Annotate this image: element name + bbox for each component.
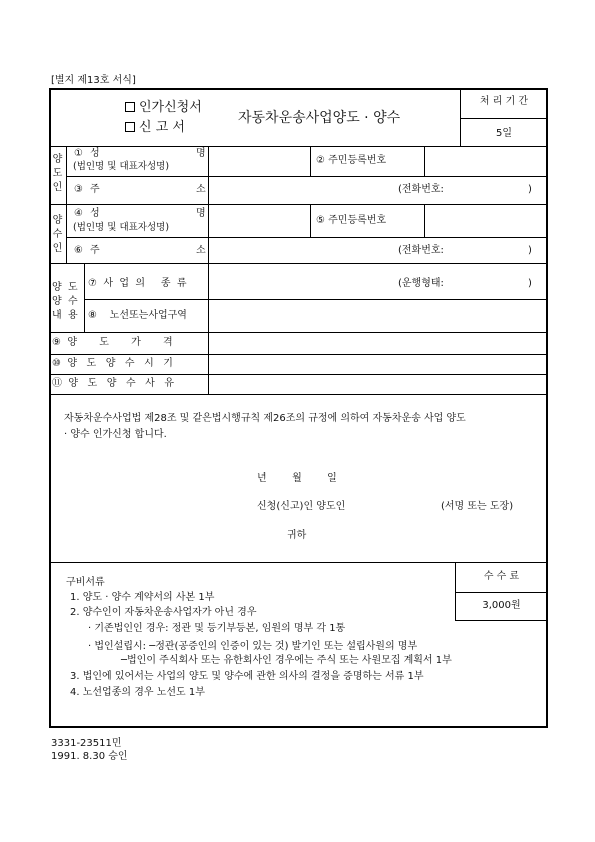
operation-form-close: ) — [528, 278, 532, 289]
transferee-addr-label-a: 주 — [90, 245, 100, 256]
required-doc-item: 2. 양수인이 자동차운송사업자가 아닌 경우 — [70, 607, 257, 618]
transferor-name-field[interactable] — [209, 147, 309, 175]
processing-period-label: 처 리 기 간 — [479, 96, 529, 107]
transferee-name-field[interactable] — [209, 205, 309, 236]
transferee-name-sub: (법인명 및 대표자성명) — [73, 222, 170, 233]
required-docs-heading: 구비서류 — [66, 577, 105, 588]
transferee-group-label: 양 수 인 — [52, 215, 63, 254]
applicant-label: 신청(신고)인 양도인 — [257, 501, 346, 512]
transferor-group-label: 양 도 인 — [52, 154, 63, 193]
transferor-address-field[interactable] — [209, 177, 547, 203]
transferee-address-field[interactable] — [209, 238, 547, 262]
transferor-id-field[interactable] — [425, 147, 547, 175]
application-date: 년 월 일 — [257, 473, 337, 484]
transferor-name-sub: (법인명 및 대표자성명) — [73, 161, 170, 172]
transferor-addr-label-a: 주 — [90, 184, 100, 195]
processing-period-value: 5일 — [495, 128, 513, 139]
transfer-reason-label: ⑪ 양 도 양 수 사 유 — [52, 378, 174, 389]
form-label: [별지 제13호 서식] — [51, 75, 136, 86]
transferee-phone-label: (전화번호: — [398, 245, 444, 256]
statement-line1: 자동차운수사업법 제28조 및 같은법시행규칙 제26조의 규정에 의하여 자동차운송 사업 양도 — [64, 413, 466, 424]
transferee-addr-num: ⑥ — [74, 245, 83, 256]
transfer-price-label: ⑨ 양 도 가 격 — [52, 337, 173, 348]
route-field[interactable] — [209, 300, 547, 331]
fee-value: 3,000원 — [482, 600, 521, 611]
approval-date: 1991. 8.30 승인 — [51, 751, 128, 762]
required-doc-subitem: ─법인이 주식회사 또는 유한회사인 경우에는 주식 또는 사원모집 계획서 1부 — [121, 655, 452, 666]
required-doc-item: 3. 법인에 있어서는 사업의 양도 및 양수에 관한 의사의 결정을 증명하는 서류 1부 — [70, 671, 424, 682]
transfer-price-field[interactable] — [209, 333, 547, 353]
transfer-timing-label: ⑩ 양 도 양 수 시 기 — [52, 358, 173, 369]
fee-label: 수 수 료 — [483, 571, 520, 582]
transferor-name-label-a: 성 — [90, 148, 100, 159]
checkbox-application[interactable]: 인가신청서 — [125, 101, 202, 114]
form-title: 자동차운송사업양도 · 양수 — [238, 110, 401, 126]
content-group-label: 양 도 양 수 내 용 — [52, 282, 78, 321]
transferee-phone-close: ) — [528, 245, 532, 256]
transfer-timing-field[interactable] — [209, 355, 547, 373]
transferor-name-label-b: 명 — [196, 148, 206, 159]
transfer-reason-field[interactable] — [209, 375, 547, 393]
transferee-id-field[interactable] — [425, 205, 547, 236]
transferor-phone-label: (전화번호: — [398, 184, 444, 195]
statement-line2: · 양수 인가신청 합니다. — [64, 429, 167, 440]
business-type-label: ⑦ 사 업 의 종 류 — [88, 278, 187, 289]
route-label: ⑧ 노선또는사업구역 — [88, 310, 187, 321]
form-code: 3331-23511민 — [51, 738, 122, 749]
transferee-name-label-b: 명 — [196, 208, 206, 219]
transferor-addr-label-b: 소 — [196, 184, 206, 195]
checkbox-report[interactable]: 신 고 서 — [125, 121, 185, 134]
transferee-id-label: ⑤ 주민등록번호 — [316, 215, 387, 226]
business-type-field[interactable] — [209, 264, 547, 298]
required-doc-subitem: · 기존법인인 경우: 정관 및 등기부등본, 임원의 명부 각 1통 — [88, 623, 346, 634]
required-doc-item: 1. 양도 · 양수 계약서의 사본 1부 — [70, 592, 215, 603]
transferor-phone-close: ) — [528, 184, 532, 195]
required-doc-item: 4. 노선업종의 경우 노선도 1부 — [70, 687, 205, 698]
transferee-name-label-a: 성 — [90, 208, 100, 219]
checkbox-icon — [125, 102, 135, 112]
operation-form-label: (운행형태: — [398, 278, 444, 289]
addressee-label: 귀하 — [287, 530, 307, 541]
transferor-addr-num: ③ — [74, 184, 83, 195]
checkbox-icon — [125, 122, 135, 132]
signature-label: (서명 또는 도장) — [441, 501, 514, 512]
transferee-addr-label-b: 소 — [196, 245, 206, 256]
required-doc-subitem: · 법인설립시: ─정관(공증인의 인증이 있는 것) 발기인 또는 설립사원의 명부 — [88, 641, 418, 652]
transferor-name-num: ① — [74, 148, 83, 159]
transferee-name-num: ④ — [74, 208, 83, 219]
transferor-id-label: ② 주민등록번호 — [316, 155, 387, 166]
